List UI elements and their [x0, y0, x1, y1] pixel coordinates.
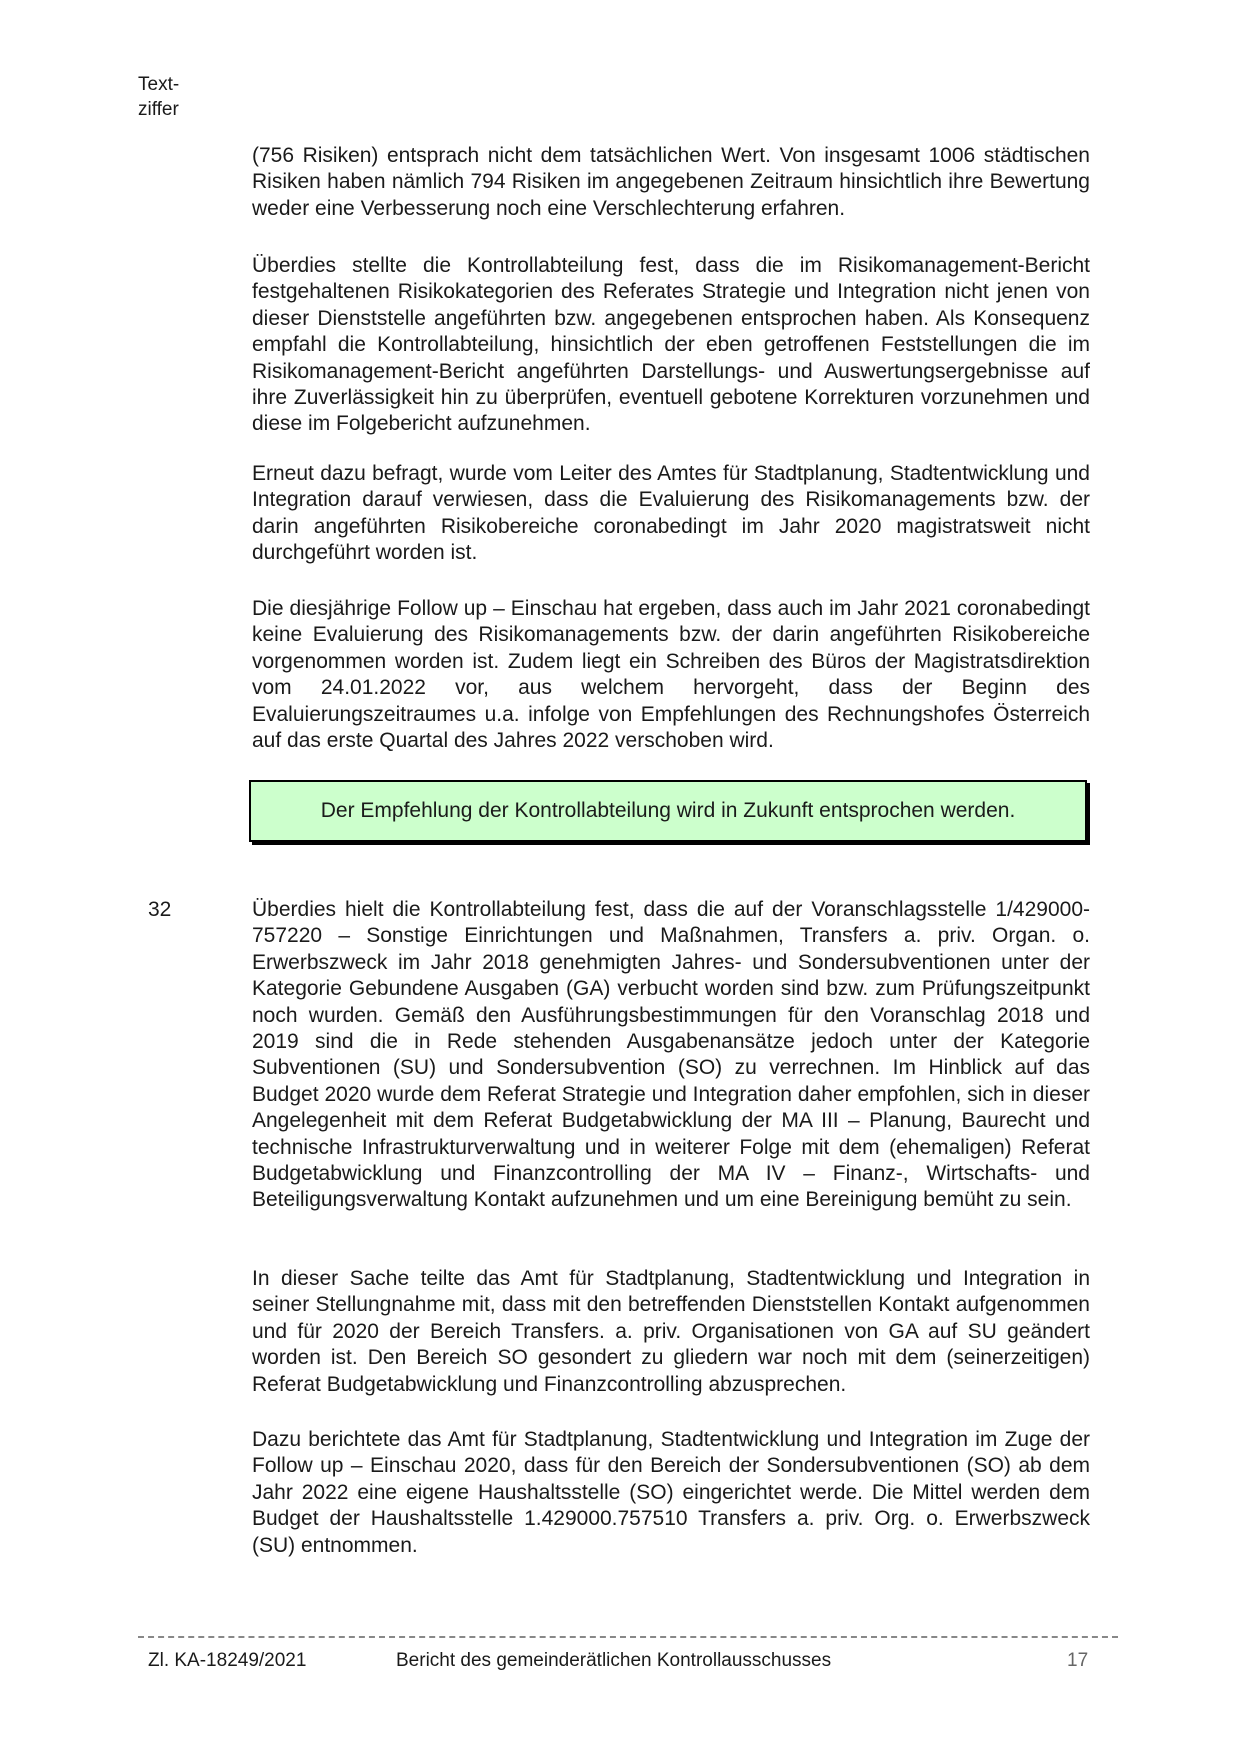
paragraph-top-2: Überdies stellte die Kontrollabteilung fest, dass die im Risikomanagement-Bericht festgehaltenen Risikokategorien des Referates Strategie und Integration nicht jenen von dieser Dienststelle angeführten bzw. angegebenen entsprochen haben. Als Konsequenz empfahl die Kontrollabteilung, hinsichtlich der eben getroffenen Feststellungen die im Risikomanagement-Bericht angeführten Darstellungs- und Auswertungsergebnisse auf ihre Zuverlässigkeit hin zu überprüfen, eventuell gebotene Korrekturen vorzunehmen und diese im Folgebericht aufzunehmen.	[252, 254, 1090, 436]
margin-label-line1: Text-	[138, 74, 180, 95]
recommendation-text: Der Empfehlung der Kontrollabteilung wird in Zukunft entsprochen werden.	[320, 799, 1016, 822]
footer-divider	[138, 1636, 1118, 1638]
paragraph-top-1: (756 Risiken) entsprach nicht dem tatsächlichen Wert. Von insgesamt 1006 städtischen Risiken haben nämlich 794 Risiken im angegebenen Zeitraum hinsichtlich ihre Bewertung weder eine Verbesserung noch eine Verschlechterung erfahren.	[252, 144, 1090, 220]
footer-reference: Zl. KA-18249/2021	[148, 1650, 307, 1671]
footer-title: Bericht des gemeinderätlichen Kontrollausschusses	[396, 1650, 832, 1671]
page-number: 17	[1067, 1650, 1089, 1671]
paragraph-bottom-1: Überdies hielt die Kontrollabteilung fest, dass die auf der Voranschlagsstelle 1/429000-757220 – Sonstige Einrichtungen und Maßnahmen, Transfers a. priv. Organ. o. Erwerbszweck im Jahr 2018 genehmigten Jahres- und Sondersubventionen unter der Kategorie Gebundene Ausgaben (GA) verbucht worden sind bzw. zum Prüfungszeitpunkt noch wurden. Gemäß den Ausführungsbestimmungen für den Voranschlag 2018 und 2019 sind die in Rede stehenden Ausgabenansätze jedoch unter der Kategorie Subventionen (SU) und Sondersubvention (SO) zu verrechnen. Im Hinblick auf das Budget 2020 wurde dem Referat Strategie und Integration daher empfohlen, sich in dieser Angelegenheit mit dem Referat Budgetabwicklung der MA III – Planung, Baurecht und technische Infrastrukturverwaltung und in weiterer Folge mit dem (ehemaligen) Referat Budgetabwicklung und Finanzcontrolling der MA IV – Finanz-, Wirtschafts- und Beteiligungsverwaltung Kontakt aufzunehmen und um eine Bereinigung bemüht zu sein.	[252, 898, 1090, 1212]
margin-label-textziffer	[138, 72, 179, 122]
paragraph-bottom-2: In dieser Sache teilte das Amt für Stadtplanung, Stadtentwicklung und Integration in seiner Stellungnahme mit, dass mit den betreffenden Dienststellen Kontakt aufgenommen und für 2020 der Bereich Transfers. a. priv. Organisationen von GA auf SU geändert worden ist. Den Bereich SO gesondert zu gliedern war noch mit dem (seinerzeitigen) Referat Budgetabwicklung und Finanzcontrolling abzusprechen.	[252, 1267, 1090, 1396]
section-number: 32	[148, 898, 172, 921]
paragraph-bottom-3: Dazu berichtete das Amt für Stadtplanung, Stadtentwicklung und Integration im Zuge der Follow up – Einschau 2020, dass für den Bereich der Sondersubventionen (SO) ab dem Jahr 2022 eine eigene Haushaltsstelle (SO) eingerichtet werde. Die Mittel werden dem Budget der Haushaltsstelle 1.429000.757510 Transfers a. priv. Org. o. Erwerbszweck (SU) entnommen.	[252, 1428, 1090, 1557]
paragraph-top-3: Erneut dazu befragt, wurde vom Leiter des Amtes für Stadtplanung, Stadtentwicklung und Integration darauf verwiesen, dass die Evaluierung des Risikomanagements bzw. der darin angeführten Risikobereiche coronabedingt im Jahr 2020 magistratsweit nicht durchgeführt worden ist.	[252, 462, 1090, 565]
margin-label-line2: ziffer	[138, 99, 179, 120]
paragraph-top-4: Die diesjährige Follow up – Einschau hat ergeben, dass auch im Jahr 2021 coronabedingt keine Evaluierung des Risikomanagements bzw. der darin angeführten Risikobereiche vorgenommen worden ist. Zudem liegt ein Schreiben des Büros der Magistratsdirektion vom 24.01.2022 vor, aus welchem hervorgeht, dass der Beginn des Evaluierungszeitraumes u.a. infolge von Empfehlungen des Rechnungshofes Österreich auf das erste Quartal des Jahres 2022 verschoben wird.	[252, 597, 1090, 753]
recommendation-box	[249, 780, 1087, 842]
